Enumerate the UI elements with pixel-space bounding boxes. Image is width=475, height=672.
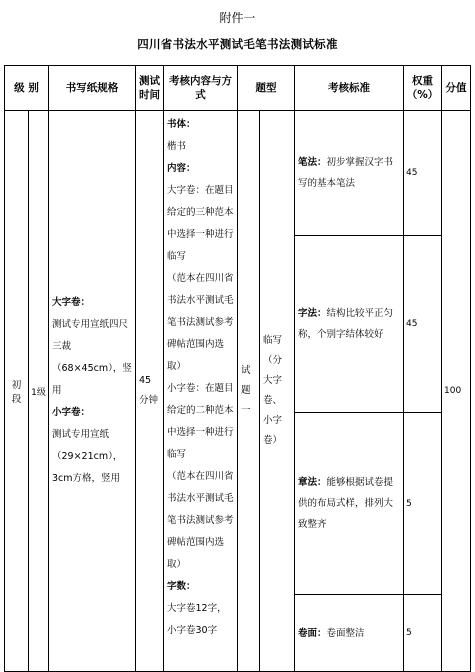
large-paper-label: 大字卷： [52, 297, 91, 308]
paper-spec-cell [49, 111, 136, 672]
large-task: 大字卷：在题目给定的三种范本中选择一种进行临写 [167, 185, 234, 262]
weight-value: 5 [404, 413, 442, 595]
criteria-text: 卷面整洁 [326, 627, 365, 639]
criteria-text: 能够根据试卷提供的布局式样，排列大致整齐 [298, 477, 394, 530]
criteria-label: 字法： [298, 308, 327, 319]
small-paper-label: 小字卷： [52, 407, 91, 418]
score-value: 100 [442, 111, 471, 672]
content-label: 内容： [167, 163, 196, 174]
weight-value: 45 [404, 111, 442, 236]
criteria-label: 卷面： [298, 627, 327, 639]
count-label: 字数： [167, 581, 196, 592]
table-row [5, 111, 471, 236]
document-title: 四川省书法水平测试毛笔书法测试标准 [137, 37, 338, 51]
criteria-cell [295, 595, 404, 672]
header-question-type: 题型 [238, 66, 295, 111]
criteria-text: 初步掌握汉字书写的基本笔法 [298, 157, 394, 189]
question-type: 临写（分大字卷、小字卷） [260, 111, 295, 672]
criteria-text: 结构比较平正匀称，个别字结体较好 [298, 308, 394, 340]
header-weight: 权重（%） [404, 66, 442, 111]
content-cell [164, 111, 238, 672]
small-task: 小字卷：在题目给定的二种范本中选择一种进行临写 [167, 383, 234, 460]
criteria-cell [295, 111, 404, 236]
header-criteria: 考核标准 [295, 66, 404, 111]
weight-value: 5 [404, 595, 442, 672]
grade: 1级 [29, 111, 49, 672]
header-row [5, 66, 471, 111]
header-content: 考核内容与方式 [164, 66, 238, 111]
weight-value: 45 [404, 236, 442, 413]
header-time: 测试时间 [136, 66, 164, 111]
standards-table [4, 65, 471, 672]
criteria-label: 章法： [298, 477, 327, 488]
script-value: 楷书 [167, 141, 187, 152]
criteria-cell [295, 413, 404, 595]
test-time: 45分钟 [136, 111, 164, 672]
criteria-cell [295, 236, 404, 413]
header-level: 级 别 [5, 66, 49, 111]
header-paper-spec: 书写纸规格 [49, 66, 136, 111]
header-score: 分值 [442, 66, 471, 111]
count-small: 小字卷30字 [167, 625, 218, 636]
small-note: （范本在四川省书法水平测试毛笔书法测试参考碑帖范围内选取） [167, 471, 234, 570]
level-name: 初段 [5, 111, 29, 672]
small-paper-text: 测试专用宣纸（29×21cm），3cm方格，竖用 [52, 429, 123, 484]
question-number: 试题一 [238, 111, 260, 672]
large-note: （范本在四川省书法水平测试毛笔书法测试参考碑帖范围内选取） [167, 273, 234, 372]
attachment-label: 附件一 [219, 11, 256, 25]
script-label: 书体： [167, 119, 196, 130]
criteria-label: 笔法： [298, 157, 327, 168]
count-large: 大字卷12字， [167, 603, 227, 614]
large-paper-text: 测试专用宣纸四尺三裁（68×45cm），竖用 [52, 319, 132, 396]
